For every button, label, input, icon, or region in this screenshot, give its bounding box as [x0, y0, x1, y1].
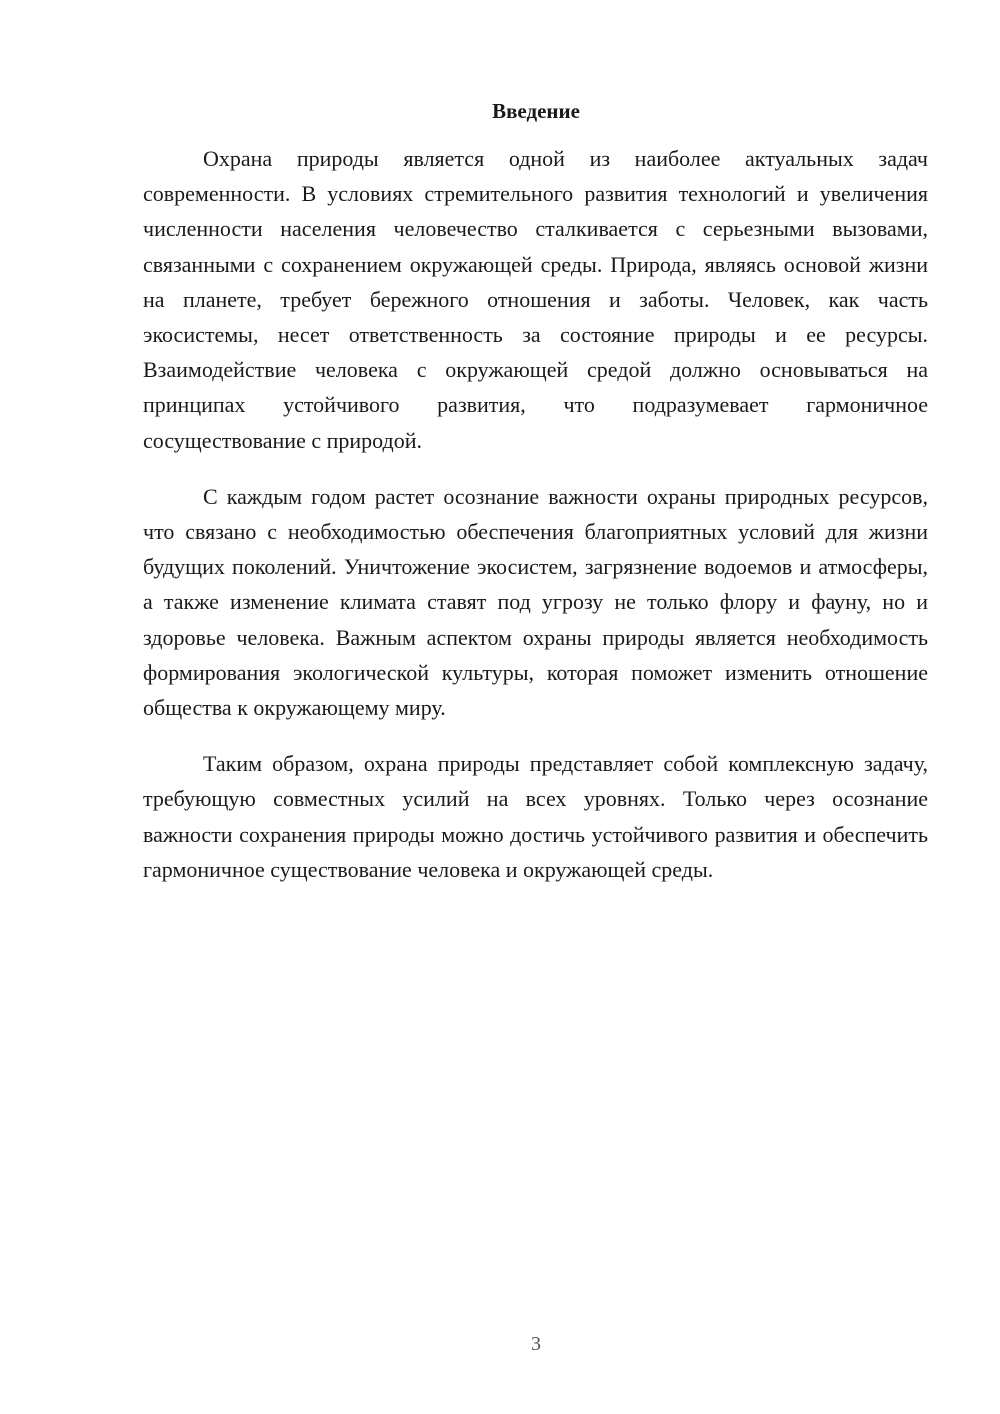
body-text — [143, 141, 928, 908]
paragraph-3: Таким образом, охрана природы представляет собой комплексную задачу, требующую совместных усилий на всех уровнях. Только через осознание важности сохранения природы можно достичь устойчивого развития и обеспечить гармоничное существование человека и окружающей среды. — [143, 751, 928, 882]
section-title: Введение — [492, 99, 580, 123]
paragraph-1: Охрана природы является одной из наиболее актуальных задач современности. В условиях стремительного развития технологий и увеличения численности населения человечество сталкивается с серьезными вызовами, связанными с сохранением окружающей среды. Природа, являясь основой жизни на планете, требует бережного отношения и заботы. Человек, как часть экосистемы, несет ответственность за состояние природы и ее ресурсы. Взаимодействие человека с окружающей средой должно основываться на принципах устойчивого развития, что подразумевает гармоничное сосуществование с природой. — [143, 146, 928, 453]
page-number: 3 — [531, 1333, 541, 1355]
paragraph-2: С каждым годом растет осознание важности охраны природных ресурсов, что связано с необходимостью обеспечения благоприятных условий для жизни будущих поколений. Уничтожение экосистем, загрязнение водоемов и атмосферы, а также изменение климата ставят под угрозу не только флору и фауну, но и здоровье человека. Важным аспектом охраны природы является необходимость формирования экологической культуры, которая поможет изменить отношение общества к окружающему миру. — [143, 483, 928, 721]
